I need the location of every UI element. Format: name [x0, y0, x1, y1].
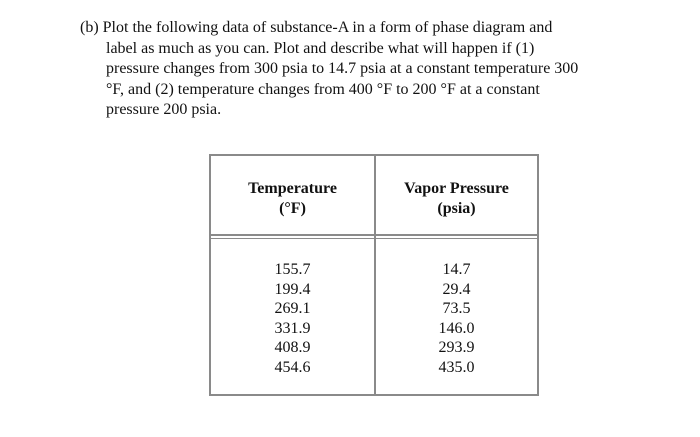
- vapor-pressure-values: [376, 260, 537, 377]
- table-cell: 269.1: [274, 300, 311, 317]
- table-cell: 14.7: [442, 261, 471, 278]
- header-divider: [376, 238, 537, 239]
- vapor-pressure-header: [376, 156, 537, 236]
- table-cell: 454.6: [274, 358, 311, 376]
- question-line: °F, and (2) temperature changes from 400 °F to 200 °F at a constant: [106, 80, 540, 98]
- question-line: label as much as you can. Plot and describe what will happen if (1): [106, 39, 535, 57]
- table-cell: 435.0: [438, 358, 475, 376]
- table-cell: 199.4: [274, 280, 311, 298]
- header-line: Vapor Pressure: [404, 180, 509, 197]
- header-line: Temperature: [248, 180, 337, 197]
- temperature-values: [211, 260, 374, 377]
- question-line: pressure 200 psia.: [106, 101, 222, 118]
- temperature-header: [211, 156, 374, 236]
- question-line: pressure changes from 300 psia to 14.7 psia at a constant temperature 300: [106, 60, 579, 77]
- temperature-column: [211, 156, 376, 394]
- question-text: [80, 18, 625, 121]
- table-cell: 146.0: [438, 319, 475, 337]
- header-unit: (°F): [279, 200, 306, 217]
- table-cell: 73.5: [442, 300, 471, 317]
- table-cell: 155.7: [274, 261, 311, 278]
- header-unit: (psia): [437, 200, 476, 217]
- data-table: [209, 154, 539, 396]
- table-cell: 293.9: [438, 339, 475, 356]
- table-cell: 29.4: [442, 280, 471, 298]
- question-line: (b) Plot the following data of substance-A in a form of phase diagram and: [80, 19, 553, 36]
- table-cell: 331.9: [274, 319, 311, 337]
- table-cell: 408.9: [274, 339, 311, 356]
- header-divider: [211, 238, 374, 239]
- vapor-pressure-column: [376, 156, 537, 394]
